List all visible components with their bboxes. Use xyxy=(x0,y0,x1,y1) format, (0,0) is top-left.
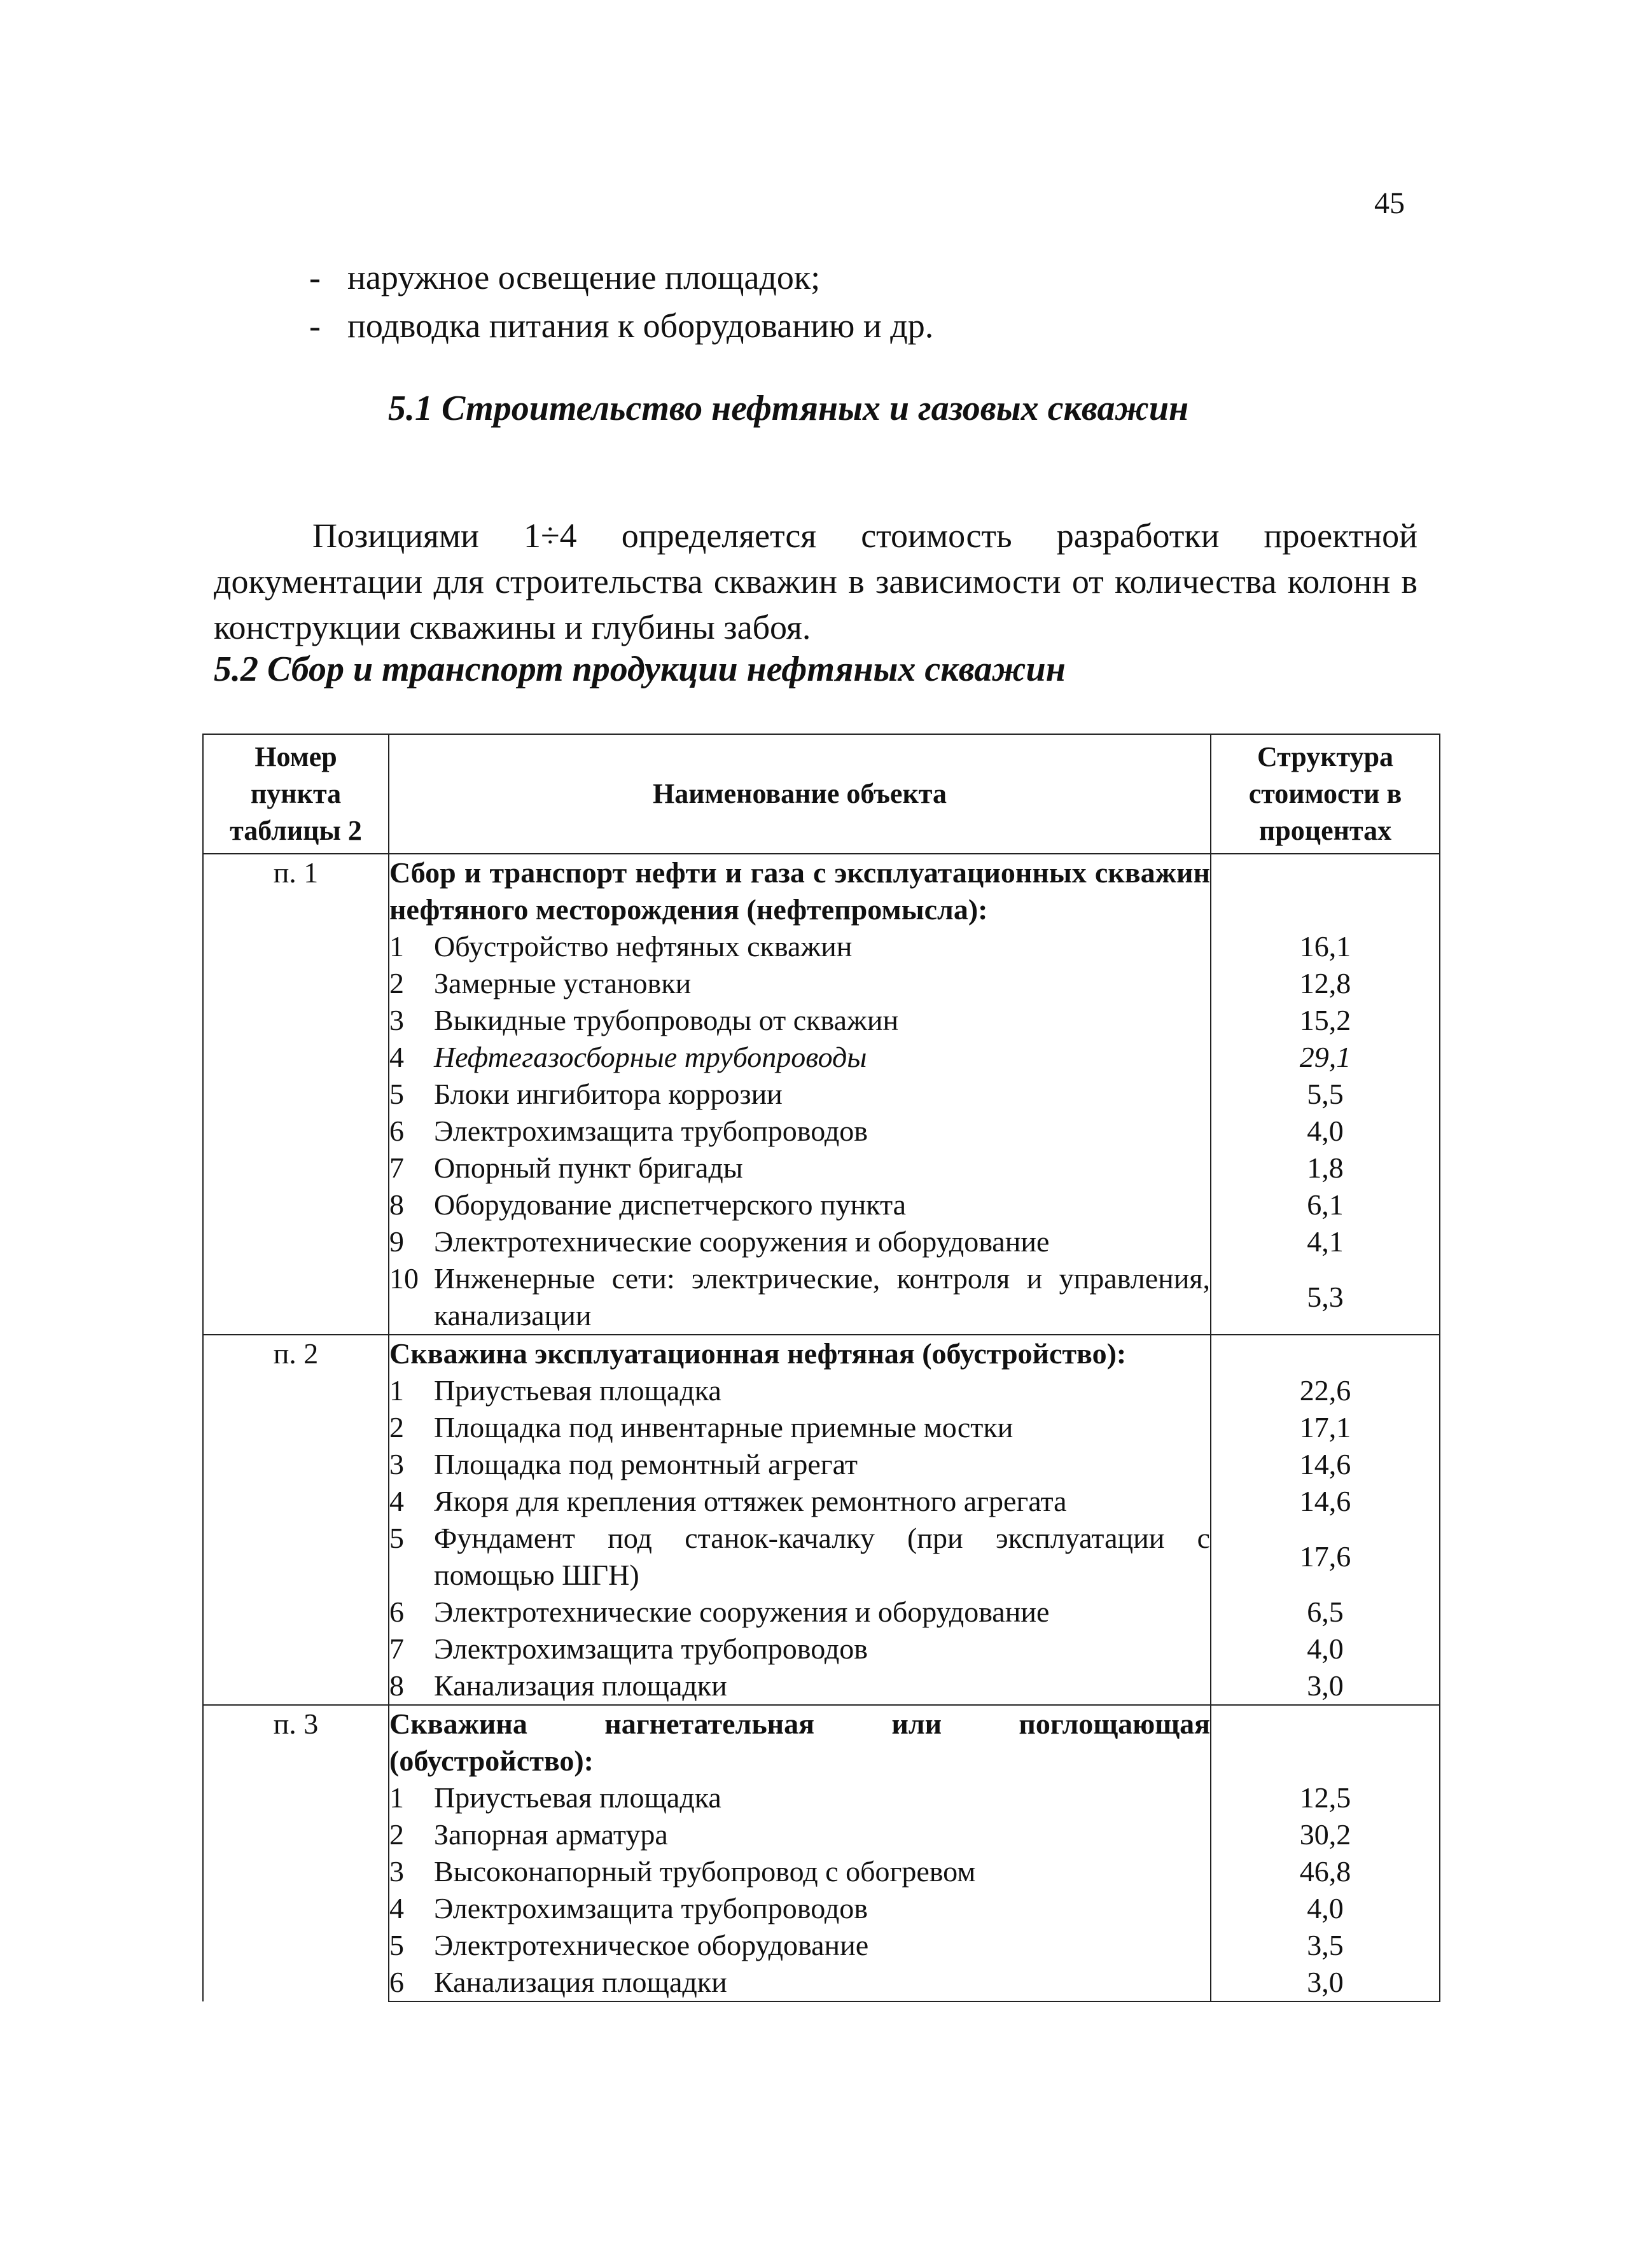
item-name-cell xyxy=(389,1483,1211,1520)
item-number: 4 xyxy=(389,1892,404,1924)
table-row xyxy=(203,1594,1440,1631)
item-number: 7 xyxy=(389,1632,404,1665)
item-name: Канализация площадки xyxy=(434,1966,727,1998)
table-header-row xyxy=(203,734,1440,854)
item-number: 5 xyxy=(389,1522,404,1554)
group-ref: п. 1 xyxy=(203,854,389,1335)
item-number: 2 xyxy=(389,967,404,999)
group-title: Скважина нагнетательная или поглощающая (обустройство): xyxy=(389,1708,1210,1777)
item-name-cell xyxy=(389,928,1211,965)
table-group xyxy=(203,1335,1440,1705)
item-name: Электротехническое оборудование xyxy=(434,1929,869,1961)
item-name-cell xyxy=(389,1890,1211,1927)
item-name-cell xyxy=(389,1816,1211,1853)
item-name: Канализация площадки xyxy=(434,1669,727,1702)
item-name-cell xyxy=(389,1372,1211,1409)
bullet-list xyxy=(309,253,933,350)
item-name: Блоки ингибитора коррозии xyxy=(434,1078,783,1110)
section-5-2-heading: 5.2 Сбор и транспорт продукции нефтяных скважин xyxy=(214,650,1066,689)
table-row xyxy=(203,1223,1440,1260)
item-number: 6 xyxy=(389,1966,404,1998)
item-name-cell xyxy=(389,1631,1211,1667)
item-name: Опорный пункт бригады xyxy=(434,1151,743,1184)
item-number: 2 xyxy=(389,1411,404,1444)
group-title: Скважина эксплуатационная нефтяная (обустройство): xyxy=(389,1337,1127,1370)
header-object-name: Наименование объекта xyxy=(389,734,1211,854)
item-value: 6,5 xyxy=(1211,1594,1440,1631)
group-title-cell xyxy=(389,1335,1211,1372)
group-value-cell xyxy=(1211,854,1440,928)
item-name: Приустьевая площадка xyxy=(434,1781,721,1814)
group-title-cell xyxy=(389,1705,1211,1779)
item-name: Электрохимзащита трубопроводов xyxy=(434,1632,868,1665)
item-value: 3,0 xyxy=(1211,1667,1440,1705)
item-value: 6,1 xyxy=(1211,1186,1440,1223)
group-ref: п. 3 xyxy=(203,1705,389,2001)
bullet-text: наружное освещение площадок; xyxy=(347,258,821,296)
table-row xyxy=(203,1890,1440,1927)
item-name-cell xyxy=(389,1039,1211,1076)
item-name: Выкидные трубопроводы от скважин xyxy=(434,1004,899,1036)
table-row xyxy=(203,1631,1440,1667)
group-ref: п. 2 xyxy=(203,1335,389,1705)
item-number: 9 xyxy=(389,1225,404,1258)
item-name: Якоря для крепления оттяжек ремонтного агрегата xyxy=(434,1485,1067,1517)
table-row xyxy=(203,1964,1440,2001)
item-number: 3 xyxy=(389,1855,404,1888)
item-name: Площадка под инвентарные приемные мостки xyxy=(434,1411,1014,1444)
item-name-cell xyxy=(389,1520,1211,1594)
table-row xyxy=(203,1335,1440,1372)
item-name: Замерные установки xyxy=(434,967,692,999)
item-name: Обустройство нефтяных скважин xyxy=(434,930,853,963)
item-number: 2 xyxy=(389,1818,404,1851)
item-name-cell xyxy=(389,1409,1211,1446)
table-row xyxy=(203,1853,1440,1890)
item-name: Электротехнические сооружения и оборудование xyxy=(434,1225,1050,1258)
group-title: Сбор и транспорт нефти и газа с эксплуатационных скважин нефтяного месторождения (нефтепромысла): xyxy=(389,856,1210,926)
item-value: 15,2 xyxy=(1211,1002,1440,1039)
header-cost-structure: Структура стоимости в процентах xyxy=(1211,734,1440,854)
table-row xyxy=(203,928,1440,965)
item-name-cell xyxy=(389,1667,1211,1705)
table-row xyxy=(203,1779,1440,1816)
table-group xyxy=(203,1705,1440,2001)
table-row xyxy=(203,1186,1440,1223)
item-name-cell xyxy=(389,1186,1211,1223)
table-row xyxy=(203,1002,1440,1039)
item-value: 30,2 xyxy=(1211,1816,1440,1853)
item-value: 14,6 xyxy=(1211,1446,1440,1483)
item-name-cell xyxy=(389,1223,1211,1260)
bullet-dash: - xyxy=(309,307,321,345)
item-value: 46,8 xyxy=(1211,1853,1440,1890)
item-value: 3,0 xyxy=(1211,1964,1440,2001)
item-name-cell xyxy=(389,1076,1211,1113)
item-value: 17,6 xyxy=(1211,1520,1440,1594)
table-row xyxy=(203,1927,1440,1964)
item-value: 3,5 xyxy=(1211,1927,1440,1964)
table-row xyxy=(203,1520,1440,1594)
item-number: 4 xyxy=(389,1485,404,1517)
item-value: 5,3 xyxy=(1211,1260,1440,1335)
table-row xyxy=(203,1260,1440,1335)
table-row xyxy=(203,1446,1440,1483)
item-number: 4 xyxy=(389,1041,404,1073)
item-name-cell xyxy=(389,1150,1211,1186)
item-name: Площадка под ремонтный агрегат xyxy=(434,1448,858,1480)
item-value: 14,6 xyxy=(1211,1483,1440,1520)
item-value: 29,1 xyxy=(1211,1039,1440,1076)
item-number: 1 xyxy=(389,1374,404,1407)
table-row xyxy=(203,965,1440,1002)
table-row xyxy=(203,1816,1440,1853)
item-value: 4,0 xyxy=(1211,1631,1440,1667)
table-group xyxy=(203,854,1440,1335)
table-row xyxy=(203,1409,1440,1446)
bullet-item xyxy=(309,302,933,350)
section-5-1-heading: 5.1 Строительство нефтяных и газовых скважин xyxy=(388,389,1189,428)
item-name-cell xyxy=(389,1853,1211,1890)
item-name: Приустьевая площадка xyxy=(434,1374,721,1407)
item-number: 3 xyxy=(389,1004,404,1036)
item-value: 4,0 xyxy=(1211,1113,1440,1150)
bullet-item xyxy=(309,253,933,302)
item-name: Запорная арматура xyxy=(434,1818,668,1851)
item-name-cell xyxy=(389,1594,1211,1631)
item-name-cell xyxy=(389,1113,1211,1150)
table-row xyxy=(203,854,1440,928)
item-number: 5 xyxy=(389,1078,404,1110)
item-number: 3 xyxy=(389,1448,404,1480)
cost-structure-table xyxy=(202,734,1440,2002)
item-value: 12,5 xyxy=(1211,1779,1440,1816)
item-value: 16,1 xyxy=(1211,928,1440,965)
item-name-cell xyxy=(389,1002,1211,1039)
item-name-cell xyxy=(389,1446,1211,1483)
item-name: Оборудование диспетчерского пункта xyxy=(434,1188,907,1221)
table-row xyxy=(203,1076,1440,1113)
item-name: Инженерные сети: электрические, контроля и управления, канализации xyxy=(434,1262,1210,1332)
item-number: 10 xyxy=(389,1262,419,1295)
table-row xyxy=(203,1113,1440,1150)
item-name-cell xyxy=(389,1927,1211,1964)
item-name-cell xyxy=(389,1779,1211,1816)
item-value: 1,8 xyxy=(1211,1150,1440,1186)
item-number: 8 xyxy=(389,1669,404,1702)
intro-paragraph: Позициями 1÷4 определяется стоимость разработки проектной документации для строительства скважин в зависимости от количества колонн в конструкции скважины и глубины забоя. xyxy=(214,517,1418,646)
item-number: 6 xyxy=(389,1115,404,1147)
item-number: 5 xyxy=(389,1929,404,1961)
item-number: 8 xyxy=(389,1188,404,1221)
header-item-number: Номер пункта таблицы 2 xyxy=(203,734,389,854)
item-name: Высоконапорный трубопровод с обогревом xyxy=(434,1855,976,1888)
item-name: Электротехнические сооружения и оборудование xyxy=(434,1596,1050,1628)
item-name: Электрохимзащита трубопроводов xyxy=(434,1115,868,1147)
item-number: 7 xyxy=(389,1151,404,1184)
item-number: 1 xyxy=(389,1781,404,1814)
group-title-cell xyxy=(389,854,1211,928)
item-value: 5,5 xyxy=(1211,1076,1440,1113)
table-row xyxy=(203,1667,1440,1705)
item-value: 4,1 xyxy=(1211,1223,1440,1260)
item-name: Нефтегазосборные трубопроводы xyxy=(434,1041,867,1073)
bullet-text: подводка питания к оборудованию и др. xyxy=(347,307,934,345)
item-name: Фундамент под станок-качалку (при эксплуатации с помощью ШГН) xyxy=(434,1522,1210,1591)
table-row xyxy=(203,1150,1440,1186)
item-name-cell xyxy=(389,1964,1211,2001)
group-value-cell xyxy=(1211,1705,1440,1779)
table-row xyxy=(203,1039,1440,1076)
item-number: 1 xyxy=(389,930,404,963)
table-row xyxy=(203,1705,1440,1779)
item-name-cell xyxy=(389,1260,1211,1335)
item-number: 6 xyxy=(389,1596,404,1628)
item-value: 22,6 xyxy=(1211,1372,1440,1409)
table-row xyxy=(203,1372,1440,1409)
item-name-cell xyxy=(389,965,1211,1002)
page-number: 45 xyxy=(1374,186,1405,220)
bullet-dash: - xyxy=(309,258,321,296)
item-value: 12,8 xyxy=(1211,965,1440,1002)
item-name: Электрохимзащита трубопроводов xyxy=(434,1892,868,1924)
item-value: 17,1 xyxy=(1211,1409,1440,1446)
group-value-cell xyxy=(1211,1335,1440,1372)
item-value: 4,0 xyxy=(1211,1890,1440,1927)
table-row xyxy=(203,1483,1440,1520)
